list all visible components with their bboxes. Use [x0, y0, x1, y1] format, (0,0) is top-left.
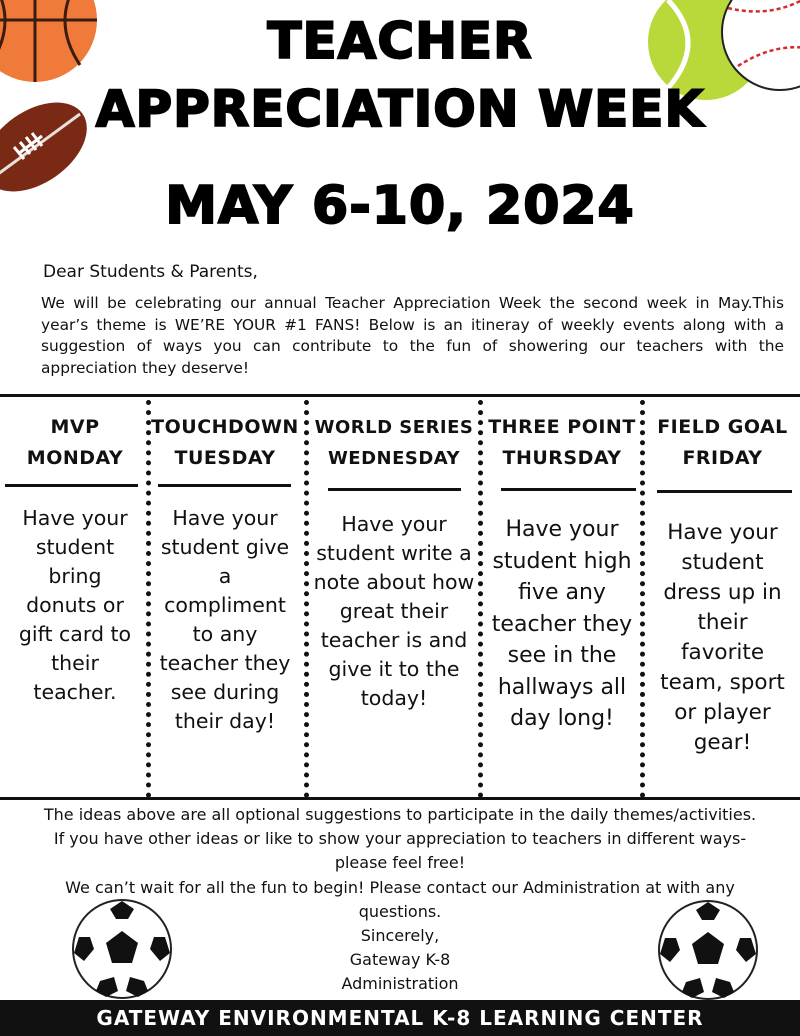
day-underline: [328, 488, 461, 491]
day-underline: [501, 488, 636, 491]
footer-line: We can’t wait for all the fun to begin! Please contact our Administration at with any: [65, 878, 735, 897]
day-title-wednesday: WORLD SERIES WEDNESDAY: [314, 417, 474, 469]
day-column-friday: [645, 398, 800, 798]
signature-school: Gateway K-8: [349, 950, 451, 969]
schedule-bottom-rule: [0, 797, 800, 800]
footer-line: questions.: [358, 902, 442, 921]
day-body-thursday: Have your student high five any teacher they see in the hallways all day long!: [491, 517, 633, 731]
signature-admin: Administration: [341, 974, 459, 993]
school-name-banner: GATEWAY ENVIRONMENTAL K-8 LEARNING CENTER: [0, 1000, 800, 1036]
soccer-ball-icon: [656, 898, 760, 1002]
day-title-tuesday: TOUCHDOWN TUESDAY: [151, 416, 299, 469]
footer-line: please feel free!: [334, 853, 466, 872]
day-column-thursday: [483, 398, 641, 798]
day-body-monday: Have your student bring donuts or gift card to their teacher.: [18, 506, 132, 704]
day-underline: [158, 484, 291, 487]
soccer-ball-icon: [70, 897, 174, 1001]
day-column-wednesday: [308, 398, 480, 798]
day-title-thursday: THREE POINT THURSDAY: [488, 416, 636, 469]
footer-line: The ideas above are all optional suggestions to participate in the daily themes/activities.: [43, 805, 757, 824]
schedule-top-rule: [0, 394, 800, 397]
page-title-line2: APPRECIATION WEEK: [95, 80, 705, 138]
intro-paragraph: We will be celebrating our annual Teacher Appreciation Week the second week in May.This year’s theme is WE’RE YOUR #1 FANS! Below is an itineray of weekly events along with a suggestion of ways you can contribute to the fun of showering our teachers with the appreciation they deserve!: [41, 294, 784, 377]
day-body-friday: Have your student dress up in their favorite team, sport or player gear!: [660, 520, 785, 755]
day-underline: [657, 490, 792, 493]
page-title-line1: TEACHER: [267, 12, 533, 70]
footer-line: If you have other ideas or like to show your appreciation to teachers in different ways-: [53, 829, 747, 848]
day-column-monday: [0, 398, 150, 798]
day-body-tuesday: Have your student give a compliment to any teacher they see during their day!: [159, 506, 291, 733]
closing-sincerely: Sincerely,: [360, 926, 440, 945]
day-title-friday: FIELD GOAL FRIDAY: [657, 416, 788, 469]
day-body-wednesday: Have your student write a note about how great their teacher is and give it to the today!: [313, 512, 475, 710]
day-column-tuesday: [150, 398, 300, 798]
day-title-monday: MVP MONDAY: [26, 416, 124, 469]
greeting: Dear Students & Parents,: [43, 262, 258, 282]
event-date: MAY 6-10, 2024: [165, 176, 635, 236]
day-underline: [5, 484, 138, 487]
